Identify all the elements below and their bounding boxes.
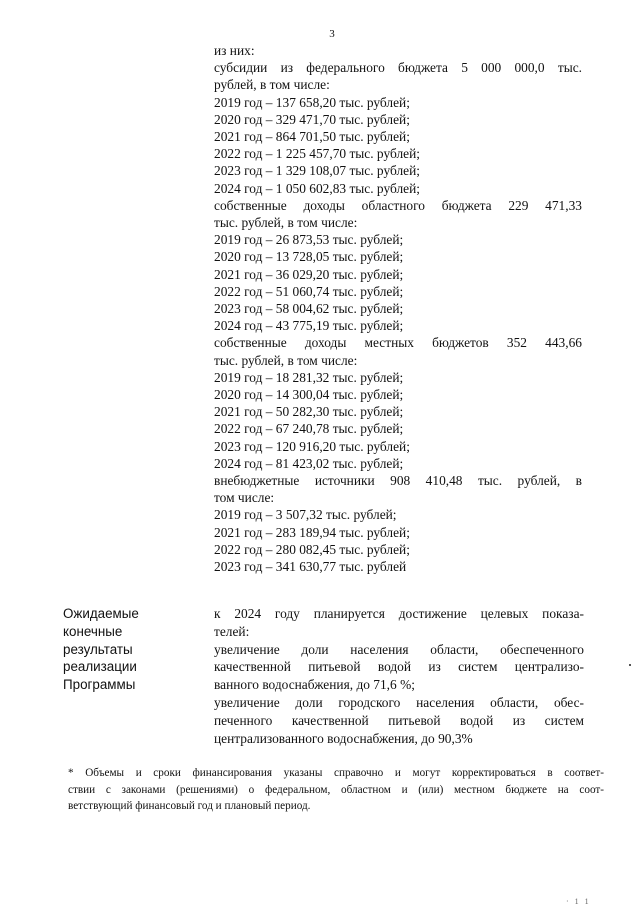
federal-subsidy-heading: субсидии из федерального бюджета 5 000 000,0 тыс. <box>214 60 582 76</box>
offbudget-year-line: 2023 год – 341 630,77 тыс. рублей <box>214 559 407 575</box>
results-line: качественной питьевой водой из систем централизо- <box>214 659 584 675</box>
expected-results-label-line: Ожидаемые <box>63 606 139 621</box>
federal-year-line: 2021 год – 864 701,50 тыс. рублей; <box>214 129 410 145</box>
local-year-line: 2023 год – 120 916,20 тыс. рублей; <box>214 438 410 454</box>
results-line: телей: <box>214 623 250 639</box>
offbudget-year-line: 2019 год – 3 507,32 тыс. рублей; <box>214 507 397 523</box>
footnote-line: * Объемы и сроки финансирования указаны справочно и могут корректироваться в соответ- <box>68 767 604 779</box>
regional-year-line: 2021 год – 36 029,20 тыс. рублей; <box>214 266 404 282</box>
results-line: увеличение доли населения области, обеспеченного <box>214 641 584 657</box>
offbudget-year-line: 2021 год – 283 189,94 тыс. рублей; <box>214 524 410 540</box>
offbudget-heading-cont: том числе: <box>214 490 275 506</box>
page-number: 3 <box>329 28 335 40</box>
regional-year-line: 2019 год – 26 873,53 тыс. рублей; <box>214 232 404 248</box>
results-line: ванного водоснабжения, до 71,6 %; <box>214 677 415 693</box>
funding-intro: из них: <box>214 43 255 58</box>
results-line: к 2024 году планируется достижение целевых показа- <box>214 606 584 621</box>
corner-mark: · 1 1 <box>566 897 591 906</box>
local-budget-heading-cont: тыс. рублей, в том числе: <box>214 352 358 368</box>
federal-subsidy-heading-cont: рублей, в том числе: <box>214 77 330 93</box>
expected-results-label-line: реализации <box>63 659 137 675</box>
federal-year-line: 2019 год – 137 658,20 тыс. рублей; <box>214 94 410 110</box>
results-line: централизованного водоснабжения, до 90,3% <box>214 730 473 746</box>
footnote-line: ствии с законами (решениями) о федеральном, областном и (или) местном бюджете на соот- <box>68 783 604 796</box>
local-year-line: 2024 год – 81 423,02 тыс. рублей; <box>214 455 404 471</box>
regional-budget-heading-cont: тыс. рублей, в том числе: <box>214 215 358 231</box>
regional-year-line: 2023 год – 58 004,62 тыс. рублей; <box>214 301 404 317</box>
local-year-line: 2020 год – 14 300,04 тыс. рублей; <box>214 387 404 403</box>
expected-results-label-line: Программы <box>63 677 136 693</box>
footnote-line: ветствующий финансовый год и плановый период. <box>68 800 311 813</box>
local-year-line: 2021 год – 50 282,30 тыс. рублей; <box>214 404 404 420</box>
federal-year-line: 2024 год – 1 050 602,83 тыс. рублей; <box>214 180 420 196</box>
federal-year-line: 2022 год – 1 225 457,70 тыс. рублей; <box>214 146 420 162</box>
offbudget-year-line: 2022 год – 280 082,45 тыс. рублей; <box>214 541 410 557</box>
regional-year-line: 2020 год – 13 728,05 тыс. рублей; <box>214 249 404 265</box>
local-budget-heading: собственные доходы местных бюджетов 352 443,66 <box>214 335 582 351</box>
regional-year-line: 2022 год – 51 060,74 тыс. рублей; <box>214 283 404 299</box>
expected-results-label-line: конечные <box>63 623 123 639</box>
federal-year-line: 2023 год – 1 329 108,07 тыс. рублей; <box>214 163 420 179</box>
federal-year-line: 2020 год – 329 471,70 тыс. рублей; <box>214 111 410 127</box>
expected-results-text <box>214 605 584 747</box>
results-line: печенного качественной питьевой водой из систем <box>214 712 584 728</box>
expected-results-label-line: результаты <box>63 641 133 657</box>
local-year-line: 2019 год – 18 281,32 тыс. рублей; <box>214 369 404 385</box>
funding-sources-block <box>214 42 582 575</box>
regional-budget-heading: собственные доходы областного бюджета 229 471,33 <box>214 197 582 213</box>
results-line: увеличение доли городского населения области, обес- <box>214 694 584 710</box>
footnote <box>68 765 604 815</box>
offbudget-heading: внебюджетные источники 908 410,48 тыс. рублей, в <box>214 473 582 489</box>
scan-speck <box>629 664 631 666</box>
local-year-line: 2022 год – 67 240,78 тыс. рублей; <box>214 421 404 437</box>
expected-results-label <box>63 605 183 694</box>
regional-year-line: 2024 год – 43 775,19 тыс. рублей; <box>214 318 404 334</box>
